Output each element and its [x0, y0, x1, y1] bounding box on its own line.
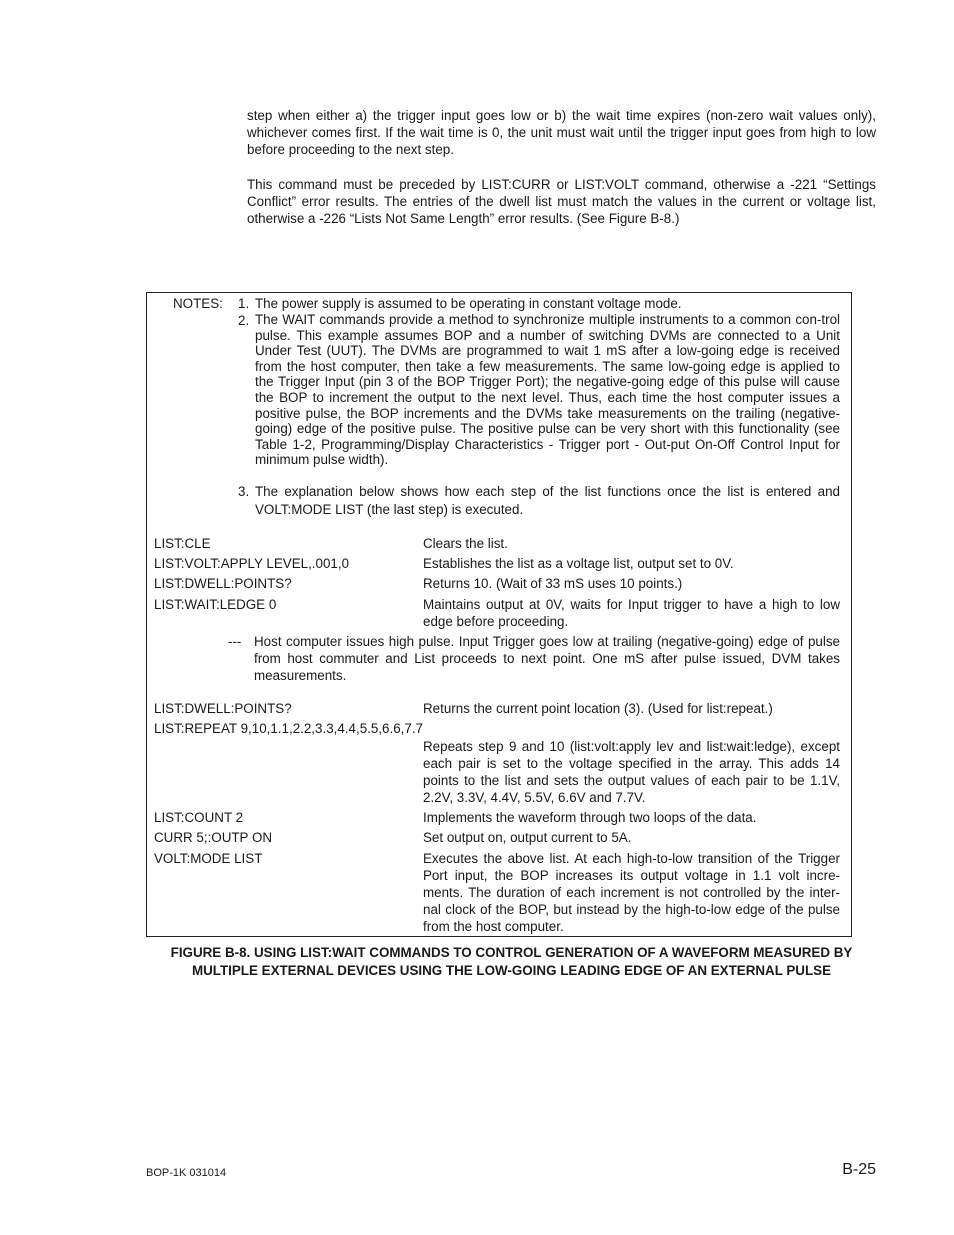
- note-number: 3.: [238, 484, 250, 499]
- figure-caption-line: MULTIPLE EXTERNAL DEVICES USING THE LOW-GOING LEADING EDGE OF AN EXTERNAL PULSE: [191, 963, 832, 978]
- command-description: Implements the waveform through two loops of the data.: [423, 810, 757, 825]
- command-description: Set output on, output current to 5A.: [423, 830, 632, 845]
- intro-paragraph-2: This command must be preceded by LIST:CURR or LIST:VOLT command, otherwise a -221 “Settings Conflict” error results. The entries of the dwell list must match the values in the current or voltage list, otherwise a -226 “Lists Not Same Length” error results. (See Figure B-8.): [247, 177, 876, 226]
- intro-paragraph-1: step when either a) the trigger input goes low or b) the wait time expires (non-zero wait values only), whichever comes first. If the wait time is 0, the unit must wait until the trigger input goes from high to low before proceeding to the next step.: [247, 108, 876, 157]
- command: LIST:WAIT:LEDGE 0: [154, 597, 277, 612]
- note-text: The WAIT commands provide a method to synchronize multiple instruments to a common con-trol pulse. This example assumes BOP and a number of switching DVMs are connected to a Unit Under Test (UUT). The DVMs are programmed to wait 1 mS after a low-going edge is received from the host computer, then take a few measurements. The same low-going edge is applied to the Trigger Input (pin 3 of the BOP Trigger Port); the negative-going edge of this pulse will cause the BOP to increment the output to the next level. Thus, each time the host computer issues a positive pulse, the BOP increments and the DVMs take measurements on the trailing (negative-going) edge of the positive pulse. The positive pulse can be very short with this functionality (see Table 1-2, Programming/Display Characteristics - Trigger port - Out-put On-Off Control Input for minimum pulse width).: [255, 312, 840, 468]
- note-number: 1.: [238, 296, 250, 311]
- command-description: Maintains output at 0V, waits for Input trigger to have a high to low edge before proceeding.: [423, 597, 840, 629]
- command-description: Returns the current point location (3). (Used for list:repeat.): [423, 701, 773, 716]
- note-text: The explanation below shows how each step of the list functions once the list is entered and VOLT:MODE LIST (the last step) is executed.: [255, 484, 840, 517]
- command-description: Repeats step 9 and 10 (list:volt:apply lev and list:wait:ledge), except each pair is set to the voltage specified in the array. This adds 14 points to the list and sets the output values of each pair to be 1.1V, 2.2V, 3.3V, 4.4V, 5.5V, 6.6V and 7.7V.: [423, 739, 840, 805]
- command: LIST:DWELL:POINTS?: [154, 701, 292, 716]
- note-text: The power supply is assumed to be operating in constant voltage mode.: [255, 296, 682, 311]
- command-description: Returns 10. (Wait of 33 mS uses 10 points.): [423, 576, 683, 591]
- page-number: B-25: [842, 1161, 876, 1178]
- figure-box: [146, 292, 852, 937]
- command: CURR 5;:OUTP ON: [154, 830, 273, 845]
- command: LIST:COUNT 2: [154, 810, 244, 825]
- command: LIST:DWELL:POINTS?: [154, 576, 292, 591]
- command: LIST:CLE: [154, 536, 211, 551]
- command-description: Establishes the list as a voltage list, output set to 0V.: [423, 556, 734, 571]
- notes-label: NOTES:: [173, 296, 223, 311]
- host-pulse-note: Host computer issues high pulse. Input Trigger goes low at trailing (negative-going) edge of pulse from host commuter and List proceeds to next point. One mS after pulse issued, DVM takes measurements.: [254, 634, 840, 683]
- command: LIST:VOLT:APPLY LEVEL,.001,0: [154, 556, 350, 571]
- footer-doc-id: BOP-1K 031014: [146, 1167, 227, 1179]
- command-description: Clears the list.: [423, 536, 508, 551]
- note-number: 2.: [238, 313, 250, 328]
- command-description: Executes the above list. At each high-to-low transition of the Trigger Port input, the BOP increases its output voltage in 1.1 volt incre-ments. The duration of each increment is not controlled by the inter-nal clock of the BOP, but instead by the high-to-low edge of the pulse from the host computer.: [423, 851, 840, 934]
- figure-caption: [146, 944, 877, 980]
- command: LIST:REPEAT 9,10,1.1,2.2,3.3,4.4,5.5,6.6,7.7: [154, 721, 423, 736]
- command: VOLT:MODE LIST: [154, 851, 263, 866]
- dash-marker: ---: [228, 634, 242, 649]
- figure-caption-line: FIGURE B-8. USING LIST:WAIT COMMANDS TO CONTROL GENERATION OF A WAVEFORM MEASURED BY: [170, 945, 853, 960]
